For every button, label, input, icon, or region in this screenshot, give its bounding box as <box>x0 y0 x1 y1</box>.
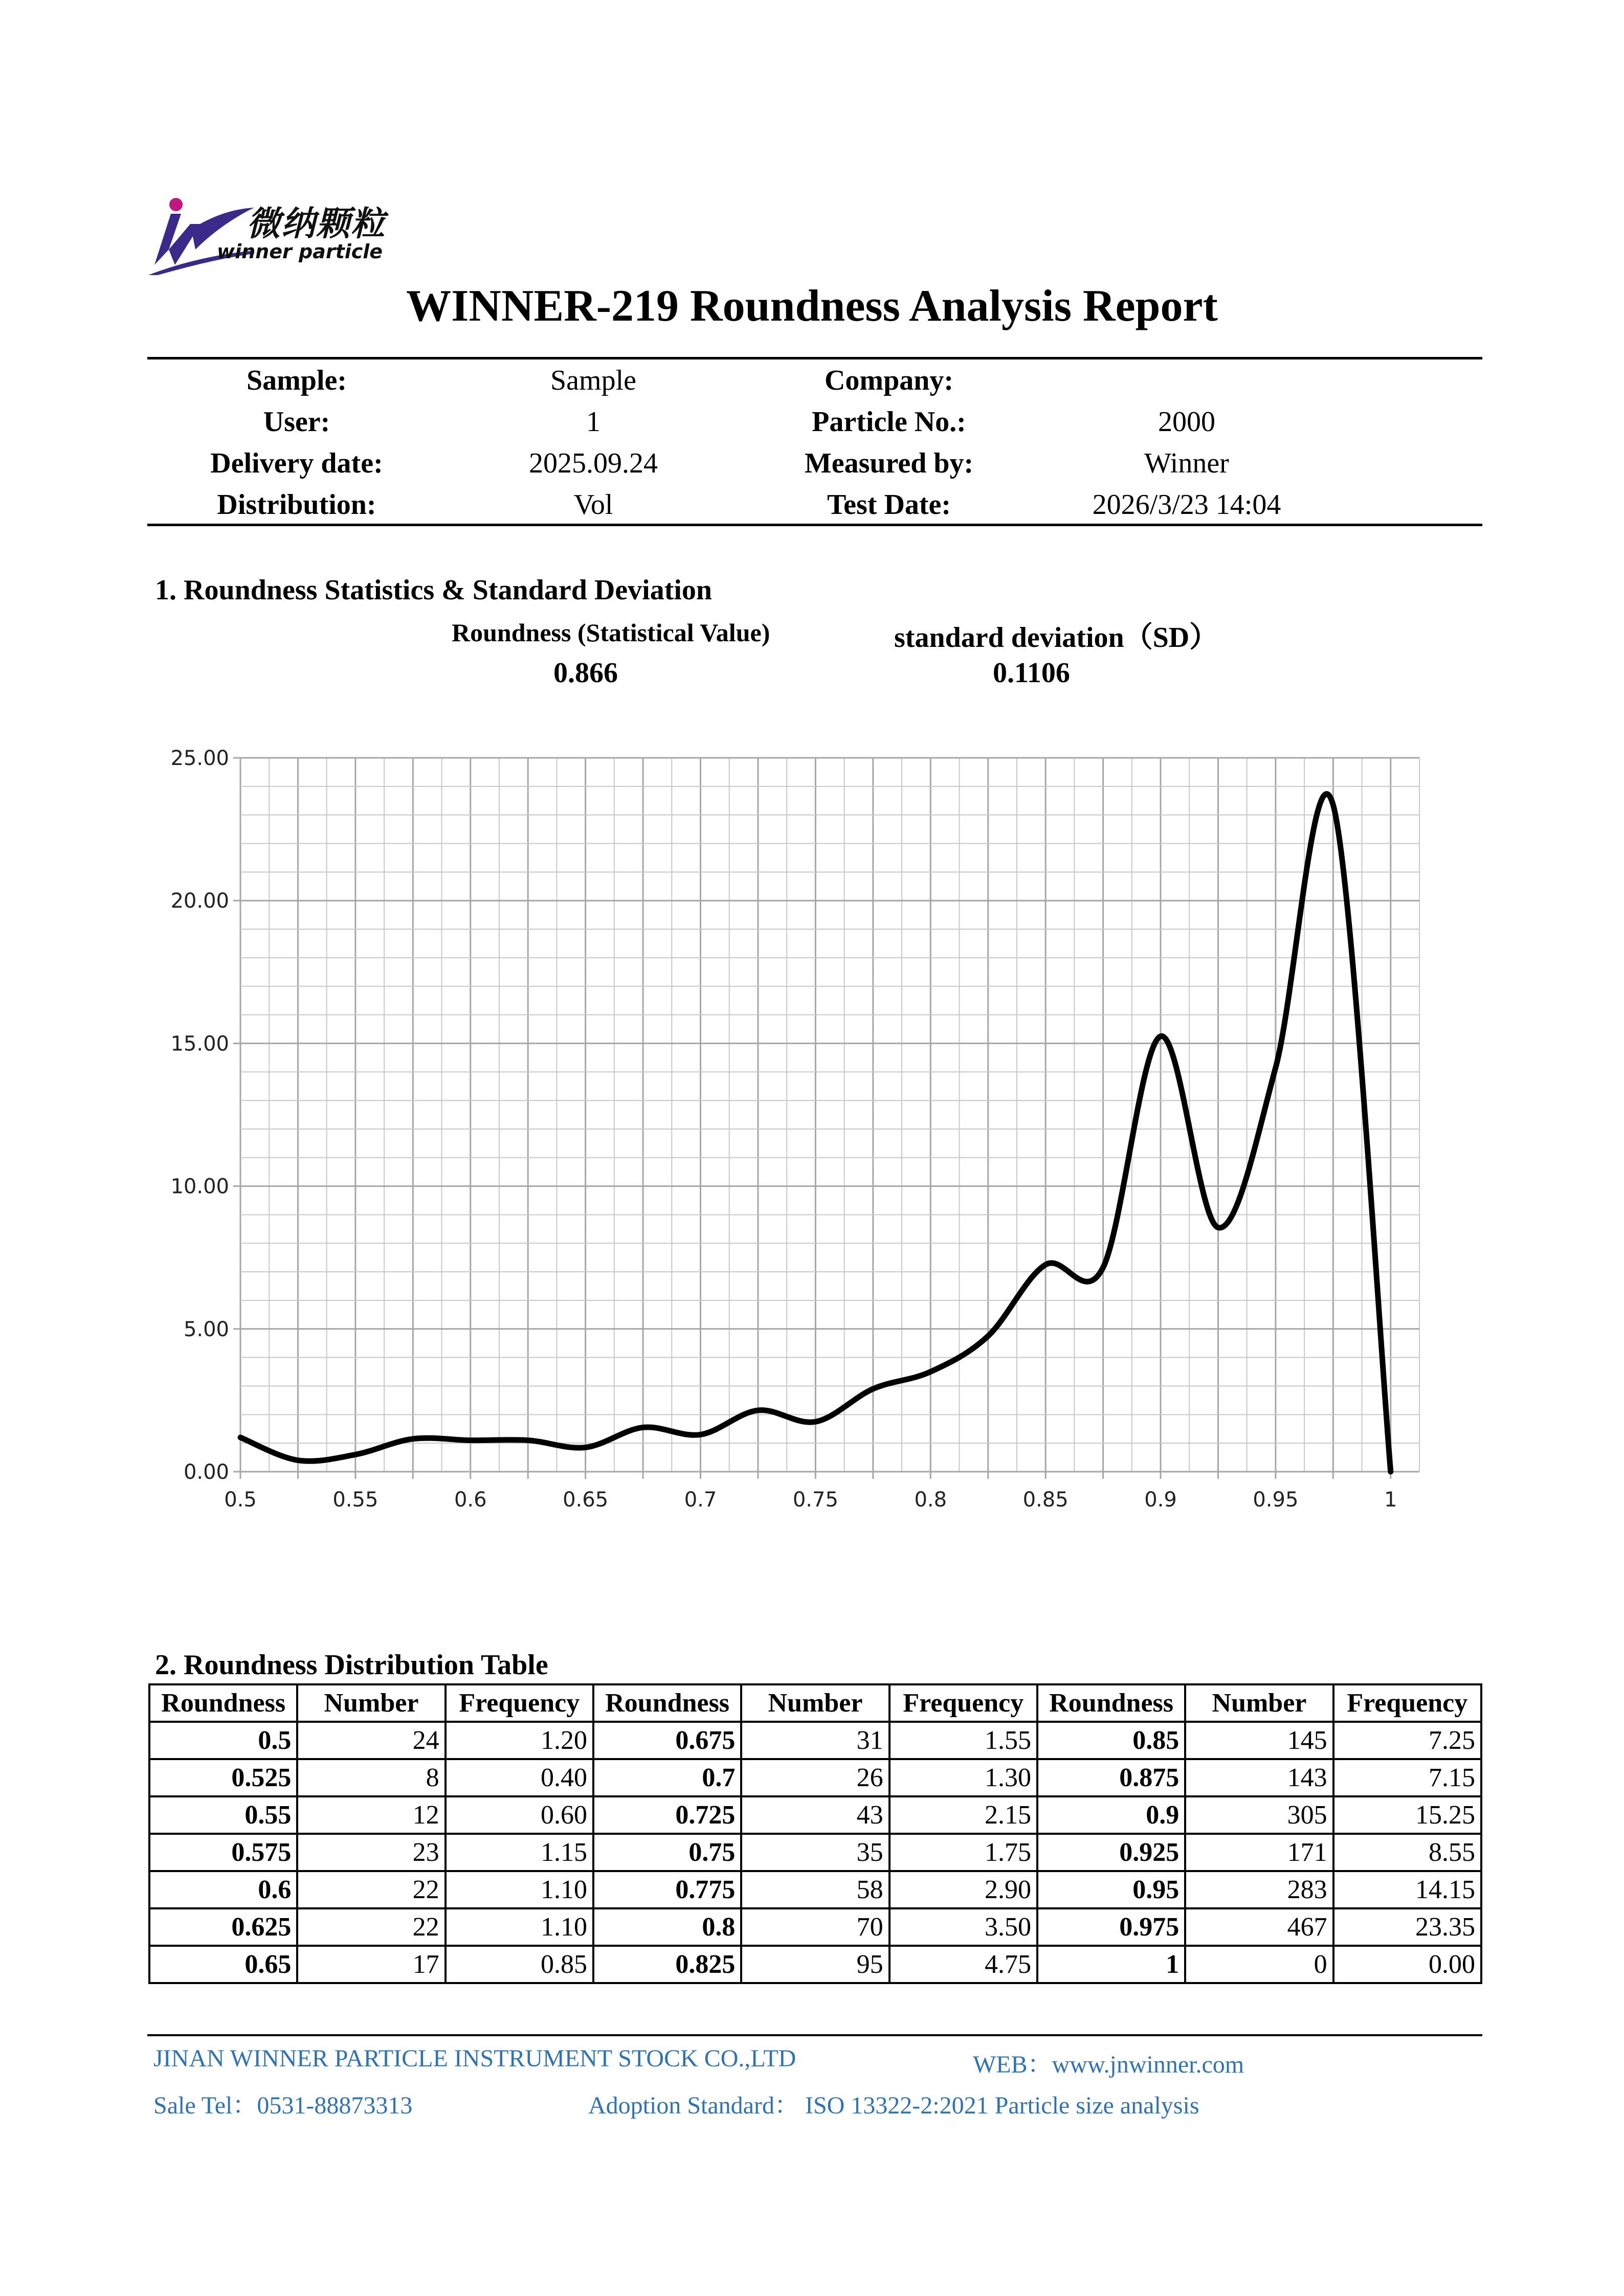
header-cell: Roundness <box>1037 1684 1185 1722</box>
test-date-label: Test Date: <box>827 489 951 521</box>
frequency-cell: 0.60 <box>446 1796 593 1834</box>
sd-label: standard deviation（SD） <box>894 622 1218 654</box>
roundness-cell: 0.875 <box>1037 1759 1185 1796</box>
logo-cn-text: 微纳颗粒 <box>247 204 386 243</box>
frequency-cell: 7.15 <box>1333 1759 1481 1796</box>
header-cell: Frequency <box>1333 1684 1481 1722</box>
header-cell: Roundness <box>593 1684 741 1722</box>
frequency-cell: 1.10 <box>446 1908 593 1946</box>
logo-en-text: winner particle <box>217 240 383 263</box>
roundness-cell: 0.925 <box>1037 1834 1185 1871</box>
roundness-cell: 0.825 <box>593 1946 741 1983</box>
roundness-cell: 0.5 <box>149 1722 297 1759</box>
info-top-rule <box>147 357 1482 359</box>
number-cell: 145 <box>1185 1722 1333 1759</box>
roundness-cell: 0.9 <box>1037 1796 1185 1834</box>
y-tick-label: 0.00 <box>183 1460 229 1484</box>
number-cell: 58 <box>741 1871 889 1908</box>
measured-by-value: Winner <box>1144 447 1229 479</box>
logo-mark-icon <box>144 193 257 275</box>
number-cell: 24 <box>297 1722 445 1759</box>
roundness-cell: 0.8 <box>593 1908 741 1946</box>
x-tick-label: 0.6 <box>454 1488 487 1512</box>
number-cell: 35 <box>741 1834 889 1871</box>
x-tick-label: 0.9 <box>1144 1488 1177 1512</box>
footer-web-link[interactable]: WEB：www.jnwinner.com <box>973 2051 1244 2078</box>
frequency-cell: 14.15 <box>1333 1871 1481 1908</box>
number-cell: 22 <box>297 1908 445 1946</box>
roundness-cell: 0.775 <box>593 1871 741 1908</box>
roundness-cell: 0.675 <box>593 1722 741 1759</box>
number-cell: 143 <box>1185 1759 1333 1796</box>
frequency-cell: 4.75 <box>889 1946 1037 1983</box>
test-date-value: 2026/3/23 14:04 <box>1092 489 1281 521</box>
sample-label: Sample: <box>247 365 347 396</box>
roundness-cell: 0.75 <box>593 1834 741 1871</box>
frequency-cell: 2.90 <box>889 1871 1037 1908</box>
frequency-cell: 2.15 <box>889 1796 1037 1834</box>
frequency-cell: 7.25 <box>1333 1722 1481 1759</box>
y-tick-label: 25.00 <box>170 747 229 770</box>
roundness-cell: 0.7 <box>593 1759 741 1796</box>
y-tick-label: 20.00 <box>170 889 229 913</box>
number-cell: 0 <box>1185 1946 1333 1983</box>
frequency-cell: 1.15 <box>446 1834 593 1871</box>
frequency-cell: 0.85 <box>446 1946 593 1983</box>
table-header-row <box>149 1684 1481 1722</box>
table-row <box>149 1834 1481 1871</box>
number-cell: 467 <box>1185 1908 1333 1946</box>
x-tick-label: 0.5 <box>224 1488 257 1512</box>
header-cell: Frequency <box>446 1684 593 1722</box>
company-label: Company: <box>824 365 954 396</box>
number-cell: 8 <box>297 1759 445 1796</box>
header-cell: Roundness <box>149 1684 297 1722</box>
particle-no-label: Particle No.: <box>812 406 966 438</box>
y-tick-label: 5.00 <box>183 1317 229 1341</box>
roundness-cell: 0.55 <box>149 1796 297 1834</box>
frequency-cell: 1.55 <box>889 1722 1037 1759</box>
frequency-cell: 15.25 <box>1333 1796 1481 1834</box>
footer-adoption-standard: Adoption Standard： ISO 13322-2:2021 Particle size analysis <box>588 2092 1199 2119</box>
header-cell: Number <box>741 1684 889 1722</box>
number-cell: 22 <box>297 1871 445 1908</box>
roundness-cell: 0.525 <box>149 1759 297 1796</box>
table-row <box>149 1796 1481 1834</box>
table-row <box>149 1946 1481 1983</box>
roundness-cell: 0.575 <box>149 1834 297 1871</box>
roundness-stat-label: Roundness (Statistical Value) <box>452 618 770 647</box>
number-cell: 17 <box>297 1946 445 1983</box>
roundness-cell: 0.625 <box>149 1908 297 1946</box>
frequency-cell: 1.10 <box>446 1871 593 1908</box>
frequency-cell: 1.75 <box>889 1834 1037 1871</box>
user-value: 1 <box>586 406 600 438</box>
distribution-label: Distribution: <box>217 489 376 521</box>
frequency-cell: 1.20 <box>446 1722 593 1759</box>
table-row <box>149 1871 1481 1908</box>
frequency-cell: 1.30 <box>889 1759 1037 1796</box>
x-tick-label: 0.75 <box>792 1488 838 1512</box>
header-cell: Number <box>1185 1684 1333 1722</box>
frequency-cell: 23.35 <box>1333 1908 1481 1946</box>
number-cell: 283 <box>1185 1871 1333 1908</box>
user-label: User: <box>263 406 330 438</box>
measured-by-label: Measured by: <box>804 447 974 479</box>
roundness-cell: 0.65 <box>149 1946 297 1983</box>
section1-title: 1. Roundness Statistics & Standard Deviation <box>155 574 713 606</box>
roundness-cell: 0.95 <box>1037 1871 1185 1908</box>
delivery-date-label: Delivery date: <box>210 447 383 479</box>
info-bottom-rule <box>147 524 1482 526</box>
x-tick-label: 0.65 <box>563 1488 609 1512</box>
x-tick-label: 0.8 <box>914 1488 947 1512</box>
number-cell: 43 <box>741 1796 889 1834</box>
number-cell: 23 <box>297 1834 445 1871</box>
roundness-cell: 0.6 <box>149 1871 297 1908</box>
roundness-cell: 1 <box>1037 1946 1185 1983</box>
number-cell: 31 <box>741 1722 889 1759</box>
roundness-cell: 0.975 <box>1037 1908 1185 1946</box>
frequency-cell: 3.50 <box>889 1908 1037 1946</box>
number-cell: 70 <box>741 1908 889 1946</box>
section2-title: 2. Roundness Distribution Table <box>155 1649 548 1681</box>
distribution-value: Vol <box>573 489 613 521</box>
footer-company: JINAN WINNER PARTICLE INSTRUMENT STOCK CO.,LTD <box>153 2045 796 2072</box>
number-cell: 26 <box>741 1759 889 1796</box>
footer-sale-tel: Sale Tel：0531-88873313 <box>153 2092 413 2119</box>
x-tick-label: 0.95 <box>1253 1488 1299 1512</box>
header-cell: Number <box>297 1684 445 1722</box>
x-tick-label: 0.85 <box>1022 1488 1069 1512</box>
roundness-stat-value: 0.866 <box>553 657 618 689</box>
delivery-date-value: 2025.09.24 <box>529 447 658 479</box>
x-tick-label: 0.7 <box>684 1488 717 1512</box>
number-cell: 95 <box>741 1946 889 1983</box>
y-tick-label: 15.00 <box>170 1032 229 1056</box>
roundness-cell: 0.725 <box>593 1796 741 1834</box>
company-logo <box>144 193 410 275</box>
frequency-cell: 0.00 <box>1333 1946 1481 1983</box>
footer-rule <box>147 2034 1482 2036</box>
sample-value: Sample <box>550 365 636 396</box>
roundness-cell: 0.85 <box>1037 1722 1185 1759</box>
table-row <box>149 1908 1481 1946</box>
roundness-distribution-table <box>148 1683 1482 1984</box>
roundness-distribution-chart <box>143 731 1442 1529</box>
number-cell: 305 <box>1185 1796 1333 1834</box>
x-tick-label: 1 <box>1384 1488 1397 1512</box>
number-cell: 171 <box>1185 1834 1333 1871</box>
table-row <box>149 1759 1481 1796</box>
report-title: WINNER-219 Roundness Analysis Report <box>406 281 1218 331</box>
number-cell: 12 <box>297 1796 445 1834</box>
table-row <box>149 1722 1481 1759</box>
y-tick-label: 10.00 <box>170 1175 229 1199</box>
frequency-cell: 8.55 <box>1333 1834 1481 1871</box>
sd-value: 0.1106 <box>993 657 1070 689</box>
frequency-cell: 0.40 <box>446 1759 593 1796</box>
x-tick-label: 0.55 <box>332 1488 379 1512</box>
header-cell: Frequency <box>889 1684 1037 1722</box>
particle-no-value: 2000 <box>1158 406 1215 438</box>
